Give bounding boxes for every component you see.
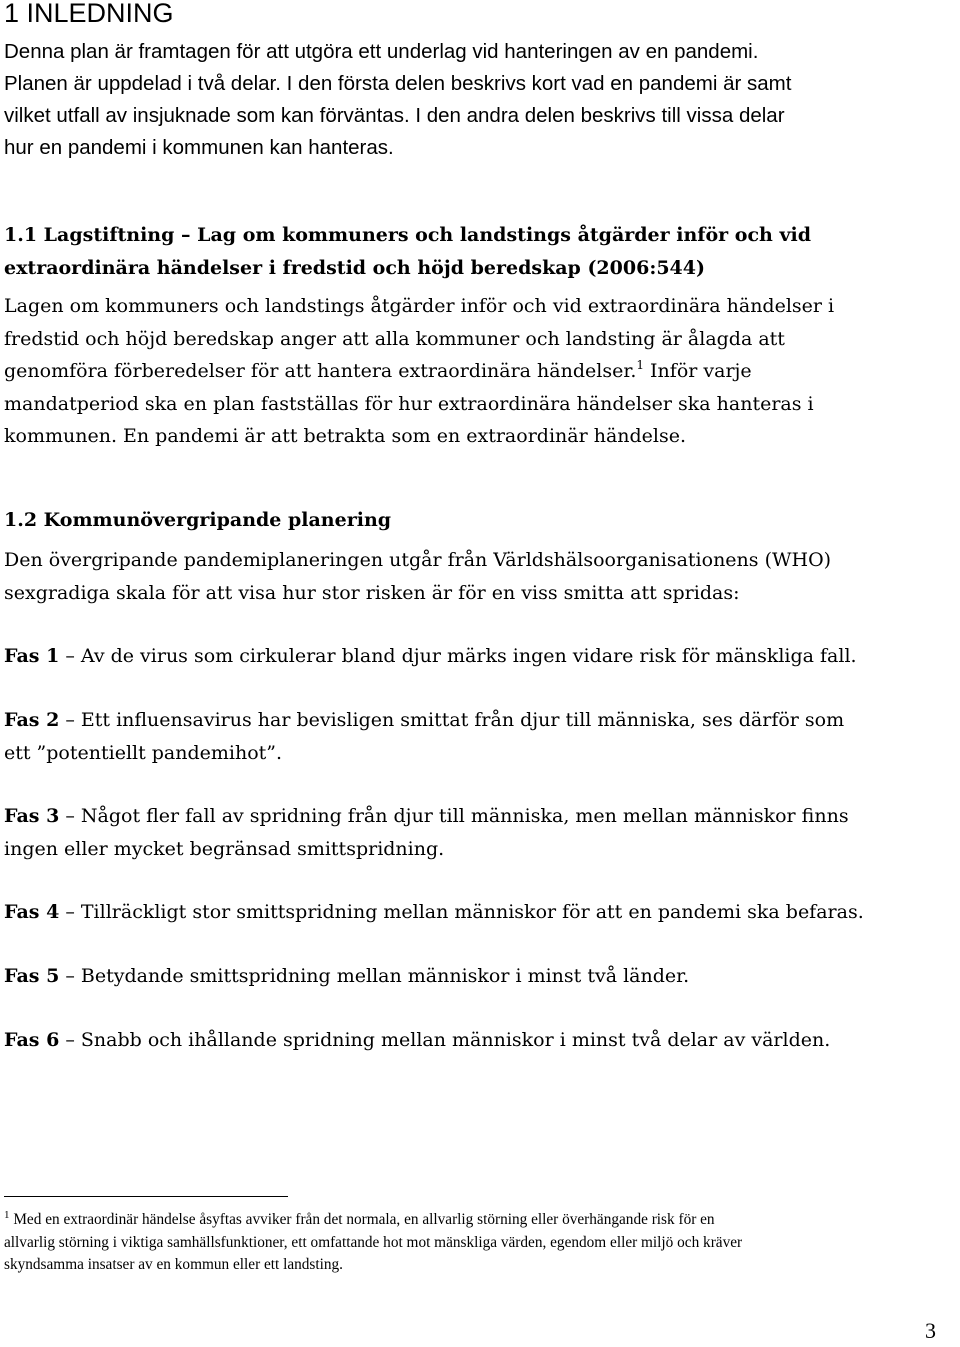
chapter-heading: 1 INLEDNING (4, 0, 174, 28)
footnote-line: skyndsamma insatser av en kommun eller ett landsting. (4, 1256, 344, 1273)
intro-line: hur en pandemi i kommunen kan hanteras. (4, 136, 394, 159)
phase-label: Fas 1 (4, 645, 60, 667)
section-heading-line: 1.2 Kommunövergripande planering (4, 509, 392, 531)
body-line: Den övergripande pandemiplaneringen utgår från Världshälsoorganisationens (WHO) (4, 549, 832, 571)
phase-text: – Ett influensavirus har bevisligen smittat från djur till människa, ses därför som (65, 709, 845, 731)
body-text: Inför varje (644, 360, 752, 382)
phase-text: – Något fler fall av spridning från djur till människa, men mellan människor finns (65, 805, 849, 827)
intro-paragraph (4, 36, 954, 164)
section-1-1-heading (4, 219, 811, 285)
footnote-text: Med en extraordinär händelse åsyftas avviker från det normala, en allvarlig störning eller överhängande risk för en (9, 1211, 715, 1228)
footnote-line (4, 1209, 958, 1232)
section-1-1-body (4, 290, 956, 453)
phase-line: ingen eller mycket begränsad smittspridning. (4, 837, 445, 860)
phase-line (4, 960, 956, 993)
phase-line (4, 640, 956, 673)
phase-line (4, 800, 956, 833)
phase-item (4, 800, 956, 865)
body-line: fredstid och höjd beredskap anger att alla kommuner och landsting är ålagda att (4, 327, 785, 350)
intro-line: vilket utfall av insjuknade som kan förväntas. I den andra delen beskrivs till vissa delar (4, 104, 785, 127)
footnote (4, 1209, 958, 1277)
footnote-line: allvarlig störning i viktiga samhällsfunktioner, ett omfattande hot mot mänskliga värden, egendom eller miljö och kräver (4, 1233, 743, 1251)
intro-line: Planen är uppdelad i två delar. I den första delen beskrivs kort vad en pandemi är samt (4, 72, 792, 95)
phase-item (4, 896, 956, 929)
phase-label: Fas 6 (4, 1029, 60, 1051)
phase-line (4, 1024, 956, 1057)
phase-item (4, 704, 956, 769)
phase-text: – Av de virus som cirkulerar bland djur märks ingen vidare risk för mänskliga fall. (65, 645, 857, 667)
phase-line: ett ”potentiellt pandemihot”. (4, 741, 283, 764)
phase-item (4, 1024, 956, 1057)
section-1-2-heading (4, 504, 391, 537)
phase-text: – Betydande smittspridning mellan människor i minst två länder. (65, 965, 690, 987)
body-line: sexgradiga skala för att visa hur stor risken är för en viss smitta att spridas: (4, 581, 740, 604)
body-text: genomföra förberedelser för att hantera extraordinära händelser. (4, 360, 637, 382)
phase-label: Fas 3 (4, 805, 60, 827)
section-1-2-body (4, 544, 956, 609)
section-heading-line: 1.1 Lagstiftning – Lag om kommuners och landstings åtgärder inför och vid (4, 224, 811, 246)
phase-text: – Tillräckligt stor smittspridning mellan människor för att en pandemi ska befaras. (65, 901, 864, 923)
phase-item (4, 640, 956, 673)
phase-label: Fas 2 (4, 709, 60, 731)
intro-line: Denna plan är framtagen för att utgöra ett underlag vid hanteringen av en pandemi. (4, 40, 759, 63)
phase-label: Fas 4 (4, 901, 60, 923)
footnote-separator (4, 1196, 288, 1197)
body-line: kommunen. En pandemi är att betrakta som en extraordinär händelse. (4, 425, 687, 447)
section-heading-line: extraordinära händelser i fredstid och höjd beredskap (2006:544) (4, 257, 705, 279)
body-line (4, 355, 956, 388)
phase-line (4, 896, 956, 929)
phase-text: – Snabb och ihållande spridning mellan människor i minst två delar av världen. (65, 1029, 831, 1051)
body-line: Lagen om kommuners och landstings åtgärder inför och vid extraordinära händelser i (4, 295, 835, 317)
phase-line (4, 704, 956, 737)
phase-item (4, 960, 956, 993)
body-line: mandatperiod ska en plan fastställas för hur extraordinära händelser ska hanteras i (4, 392, 814, 415)
footnote-marker: 1 (4, 1209, 10, 1221)
phase-label: Fas 5 (4, 965, 60, 987)
page-number: 3 (925, 1318, 936, 1343)
footnote-reference[interactable]: 1 (636, 358, 645, 372)
